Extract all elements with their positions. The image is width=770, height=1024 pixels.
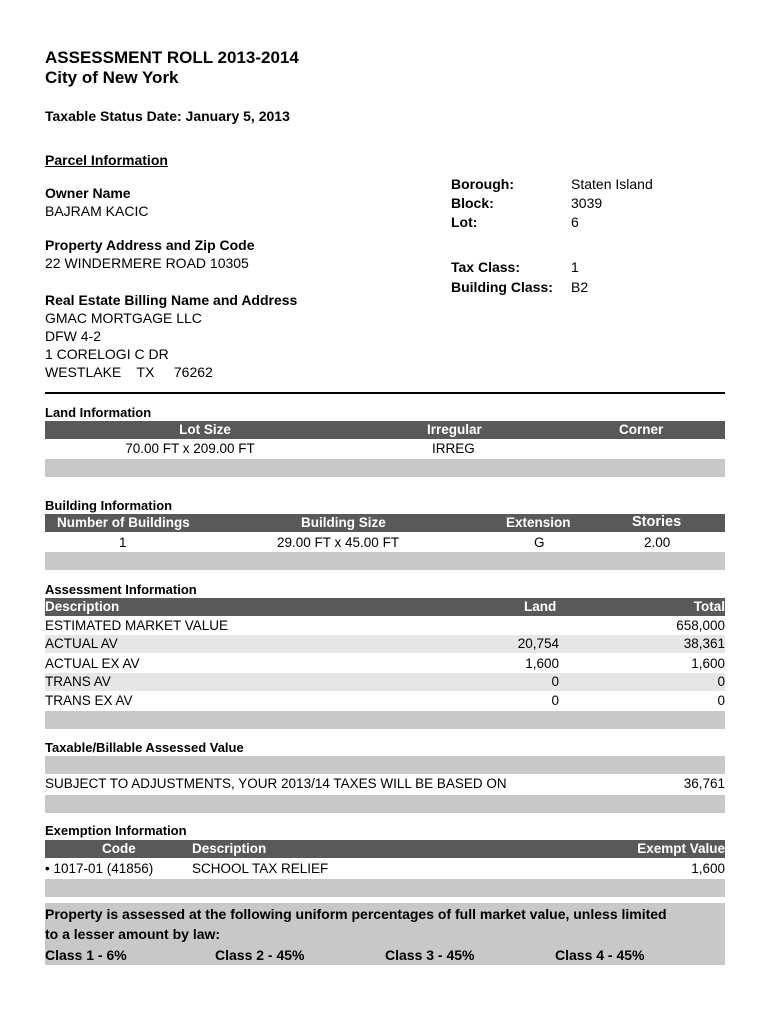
extension-value: G bbox=[534, 535, 545, 550]
assessment-total: 0 bbox=[717, 693, 725, 708]
assessment-total: 38,361 bbox=[683, 636, 725, 651]
property-address-label: Property Address and Zip Code bbox=[45, 237, 255, 253]
assessment-spacer-bar bbox=[45, 711, 725, 729]
lot-size-header: Lot Size bbox=[179, 422, 231, 437]
building-header-row bbox=[45, 514, 725, 532]
property-address-value: 22 WINDERMERE ROAD 10305 bbox=[45, 255, 249, 271]
taxable-section-title: Taxable/Billable Assessed Value bbox=[45, 740, 244, 755]
irregular-header: Irregular bbox=[427, 422, 482, 437]
class-2-rate: Class 2 - 45% bbox=[215, 947, 305, 963]
borough-value: Staten Island bbox=[571, 176, 653, 192]
taxable-status-date: Taxable Status Date: January 5, 2013 bbox=[45, 108, 290, 124]
block-label: Block: bbox=[451, 195, 494, 211]
footer-line-2: to a lesser amount by law: bbox=[45, 926, 221, 942]
irregular-value: IRREG bbox=[432, 441, 475, 456]
land-data-row bbox=[45, 440, 725, 458]
building-data-row bbox=[45, 534, 725, 552]
assessment-total: 1,600 bbox=[691, 656, 725, 671]
assessment-row bbox=[45, 617, 725, 635]
section-divider bbox=[45, 392, 725, 394]
number-of-buildings-header: Number of Buildings bbox=[57, 515, 190, 530]
exemption-description-header: Description bbox=[192, 841, 267, 856]
assessment-row bbox=[45, 655, 725, 673]
lot-value: 6 bbox=[571, 214, 579, 230]
document-title: ASSESSMENT ROLL 2013-2014 bbox=[45, 48, 299, 67]
parcel-section-title: Parcel Information bbox=[45, 152, 168, 168]
extension-header: Extension bbox=[506, 515, 571, 530]
exempt-value-header: Exempt Value bbox=[637, 841, 725, 856]
billing-line-4: WESTLAKE TX 76262 bbox=[45, 364, 213, 380]
exemption-value: 1,600 bbox=[691, 861, 725, 876]
stories-value: 2.00 bbox=[644, 535, 671, 550]
exemption-code: • 1017-01 (41856) bbox=[45, 861, 154, 876]
assessment-row bbox=[45, 673, 725, 691]
description-header: Description bbox=[45, 599, 120, 614]
footer-line-1: Property is assessed at the following uniform percentages of full market value, unless limited bbox=[45, 906, 667, 922]
building-class-value: B2 bbox=[571, 279, 589, 295]
block-value: 3039 bbox=[571, 195, 603, 211]
taxable-text: SUBJECT TO ADJUSTMENTS, YOUR 2013/14 TAXES WILL BE BASED ON bbox=[45, 776, 507, 791]
assessment-header-row bbox=[45, 598, 725, 616]
billing-line-3: 1 CORELOGI C DR bbox=[45, 346, 169, 362]
billing-line-1: GMAC MORTGAGE LLC bbox=[45, 310, 202, 326]
assessment-total: 658,000 bbox=[676, 618, 725, 633]
borough-label: Borough: bbox=[451, 176, 514, 192]
assessment-desc: ESTIMATED MARKET VALUE bbox=[45, 618, 229, 633]
building-spacer-bar bbox=[45, 552, 725, 570]
total-header: Total bbox=[693, 599, 725, 614]
class-1-rate: Class 1 - 6% bbox=[45, 947, 127, 963]
taxable-header-bar bbox=[45, 756, 725, 774]
land-header: Land bbox=[524, 599, 557, 614]
assessment-row bbox=[45, 635, 725, 653]
assessment-desc: TRANS EX AV bbox=[45, 693, 133, 708]
owner-name-label: Owner Name bbox=[45, 185, 131, 201]
assessment-desc: TRANS AV bbox=[45, 674, 111, 689]
land-section-title: Land Information bbox=[45, 405, 152, 420]
assessment-total: 0 bbox=[717, 674, 725, 689]
assessment-land: 20,754 bbox=[517, 636, 559, 651]
owner-name-value: BAJRAM KACIC bbox=[45, 203, 149, 219]
lot-label: Lot: bbox=[451, 214, 478, 230]
city-name: City of New York bbox=[45, 68, 179, 87]
number-of-buildings-value: 1 bbox=[119, 535, 127, 550]
tax-class-label: Tax Class: bbox=[451, 259, 520, 275]
taxable-spacer-bar bbox=[45, 795, 725, 813]
building-size-value: 29.00 FT x 45.00 FT bbox=[277, 535, 400, 550]
exemption-description: SCHOOL TAX RELIEF bbox=[192, 861, 329, 876]
exemption-header-row bbox=[45, 840, 725, 858]
assessment-land: 1,600 bbox=[525, 656, 559, 671]
building-size-header: Building Size bbox=[301, 515, 386, 530]
assessment-land: 0 bbox=[551, 693, 559, 708]
exemption-section-title: Exemption Information bbox=[45, 823, 187, 838]
billing-line-2: DFW 4-2 bbox=[45, 328, 101, 344]
tax-class-value: 1 bbox=[571, 259, 579, 275]
lot-size-value: 70.00 FT x 209.00 FT bbox=[125, 441, 255, 456]
exemption-spacer-bar bbox=[45, 879, 725, 897]
land-spacer-bar bbox=[45, 459, 725, 477]
land-header-row bbox=[45, 421, 725, 439]
taxable-value: 36,761 bbox=[683, 776, 725, 791]
assessment-section-title: Assessment Information bbox=[45, 582, 197, 597]
assessment-land: 0 bbox=[551, 674, 559, 689]
building-section-title: Building Information bbox=[45, 498, 173, 513]
billing-label: Real Estate Billing Name and Address bbox=[45, 292, 298, 308]
code-header: Code bbox=[102, 841, 136, 856]
assessment-desc: ACTUAL AV bbox=[45, 636, 118, 651]
exemption-row bbox=[45, 860, 725, 878]
class-4-rate: Class 4 - 45% bbox=[555, 947, 645, 963]
stories-header: Stories bbox=[632, 514, 682, 530]
class-3-rate: Class 3 - 45% bbox=[385, 947, 475, 963]
assessment-desc: ACTUAL EX AV bbox=[45, 656, 140, 671]
corner-header: Corner bbox=[619, 422, 664, 437]
assessment-row bbox=[45, 692, 725, 710]
building-class-label: Building Class: bbox=[451, 279, 553, 295]
taxable-row bbox=[45, 775, 725, 793]
